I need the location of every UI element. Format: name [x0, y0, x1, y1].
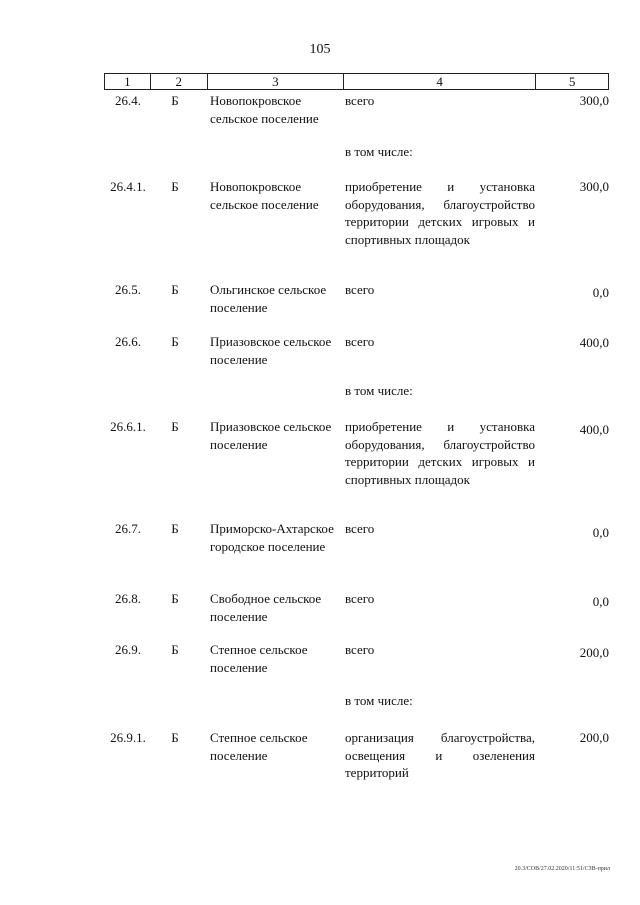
row-amount: 200,0 [579, 645, 609, 660]
header-col-4: 4 [344, 74, 536, 89]
row-budget-code: Б [171, 419, 179, 434]
row-amount: 0,0 [592, 525, 609, 540]
row-number: 26.7. [115, 521, 141, 536]
row-description: всего [345, 282, 375, 297]
row-amount: 0,0 [592, 594, 609, 609]
row-number: 26.5. [115, 282, 141, 297]
row-budget-code: Б [171, 730, 179, 745]
row-budget-code: Б [171, 282, 179, 297]
header-col-2: 2 [151, 74, 208, 89]
row-number: 26.4.1. [110, 179, 146, 194]
row-settlement: Степное сельское поселение [210, 730, 308, 763]
row-description: всего [345, 642, 375, 657]
row-settlement: Приморско-Ахтарское городское поселение [210, 521, 334, 554]
row-number: 26.6.1. [110, 419, 146, 434]
header-col-1: 1 [105, 74, 151, 89]
row-budget-code: Б [171, 591, 179, 606]
row-amount: 400,0 [579, 335, 609, 350]
row-number: 26.4. [115, 93, 141, 108]
footer-stamp: 20.3/СОВ/27.02.2020/11:51/СЗВ-прил [514, 866, 610, 872]
row-settlement: Ольгинское сельское поселение [210, 282, 327, 315]
row-number: 26.6. [115, 334, 141, 349]
row-description: всего [345, 334, 375, 349]
row-budget-code: Б [171, 334, 179, 349]
row-settlement: Новопокровское сельское поселение [210, 179, 319, 212]
row-budget-code: Б [171, 93, 179, 108]
row-amount: 400,0 [579, 422, 609, 437]
row-settlement: Новопокровское сельское поселение [210, 93, 319, 126]
row-number: 26.8. [115, 591, 141, 606]
subheading: в том числе: [345, 693, 413, 708]
table-header [104, 73, 609, 90]
row-settlement: Степное сельское поселение [210, 642, 308, 675]
row-number: 26.9.1. [110, 730, 146, 745]
row-amount: 300,0 [579, 93, 609, 108]
page-number: 105 [309, 42, 331, 57]
row-settlement: Приазовское сельское поселение [210, 334, 332, 367]
row-description: всего [345, 591, 375, 606]
row-description: организация благоустройства, освещения и озеленения территорий [345, 730, 535, 780]
row-description: приобретение и установка оборудования, благоустройство территории детских игровых и спортивных площадок [345, 419, 535, 487]
row-settlement: Свободное сельское поселение [210, 591, 322, 624]
subheading: в том числе: [345, 144, 413, 159]
row-description: всего [345, 93, 375, 108]
row-settlement: Приазовское сельское поселение [210, 419, 332, 452]
row-number: 26.9. [115, 642, 141, 657]
header-col-5: 5 [568, 74, 576, 89]
row-budget-code: Б [171, 179, 179, 194]
row-amount: 200,0 [579, 730, 609, 745]
row-description: всего [345, 521, 375, 536]
subheading: в том числе: [345, 383, 413, 398]
row-budget-code: Б [171, 521, 179, 536]
row-amount: 0,0 [592, 285, 609, 300]
header-col-3: 3 [208, 74, 344, 89]
row-amount: 300,0 [579, 179, 609, 194]
row-description: приобретение и установка оборудования, благоустройство территории детских игровых и спортивных площадок [345, 179, 535, 247]
row-budget-code: Б [171, 642, 179, 657]
